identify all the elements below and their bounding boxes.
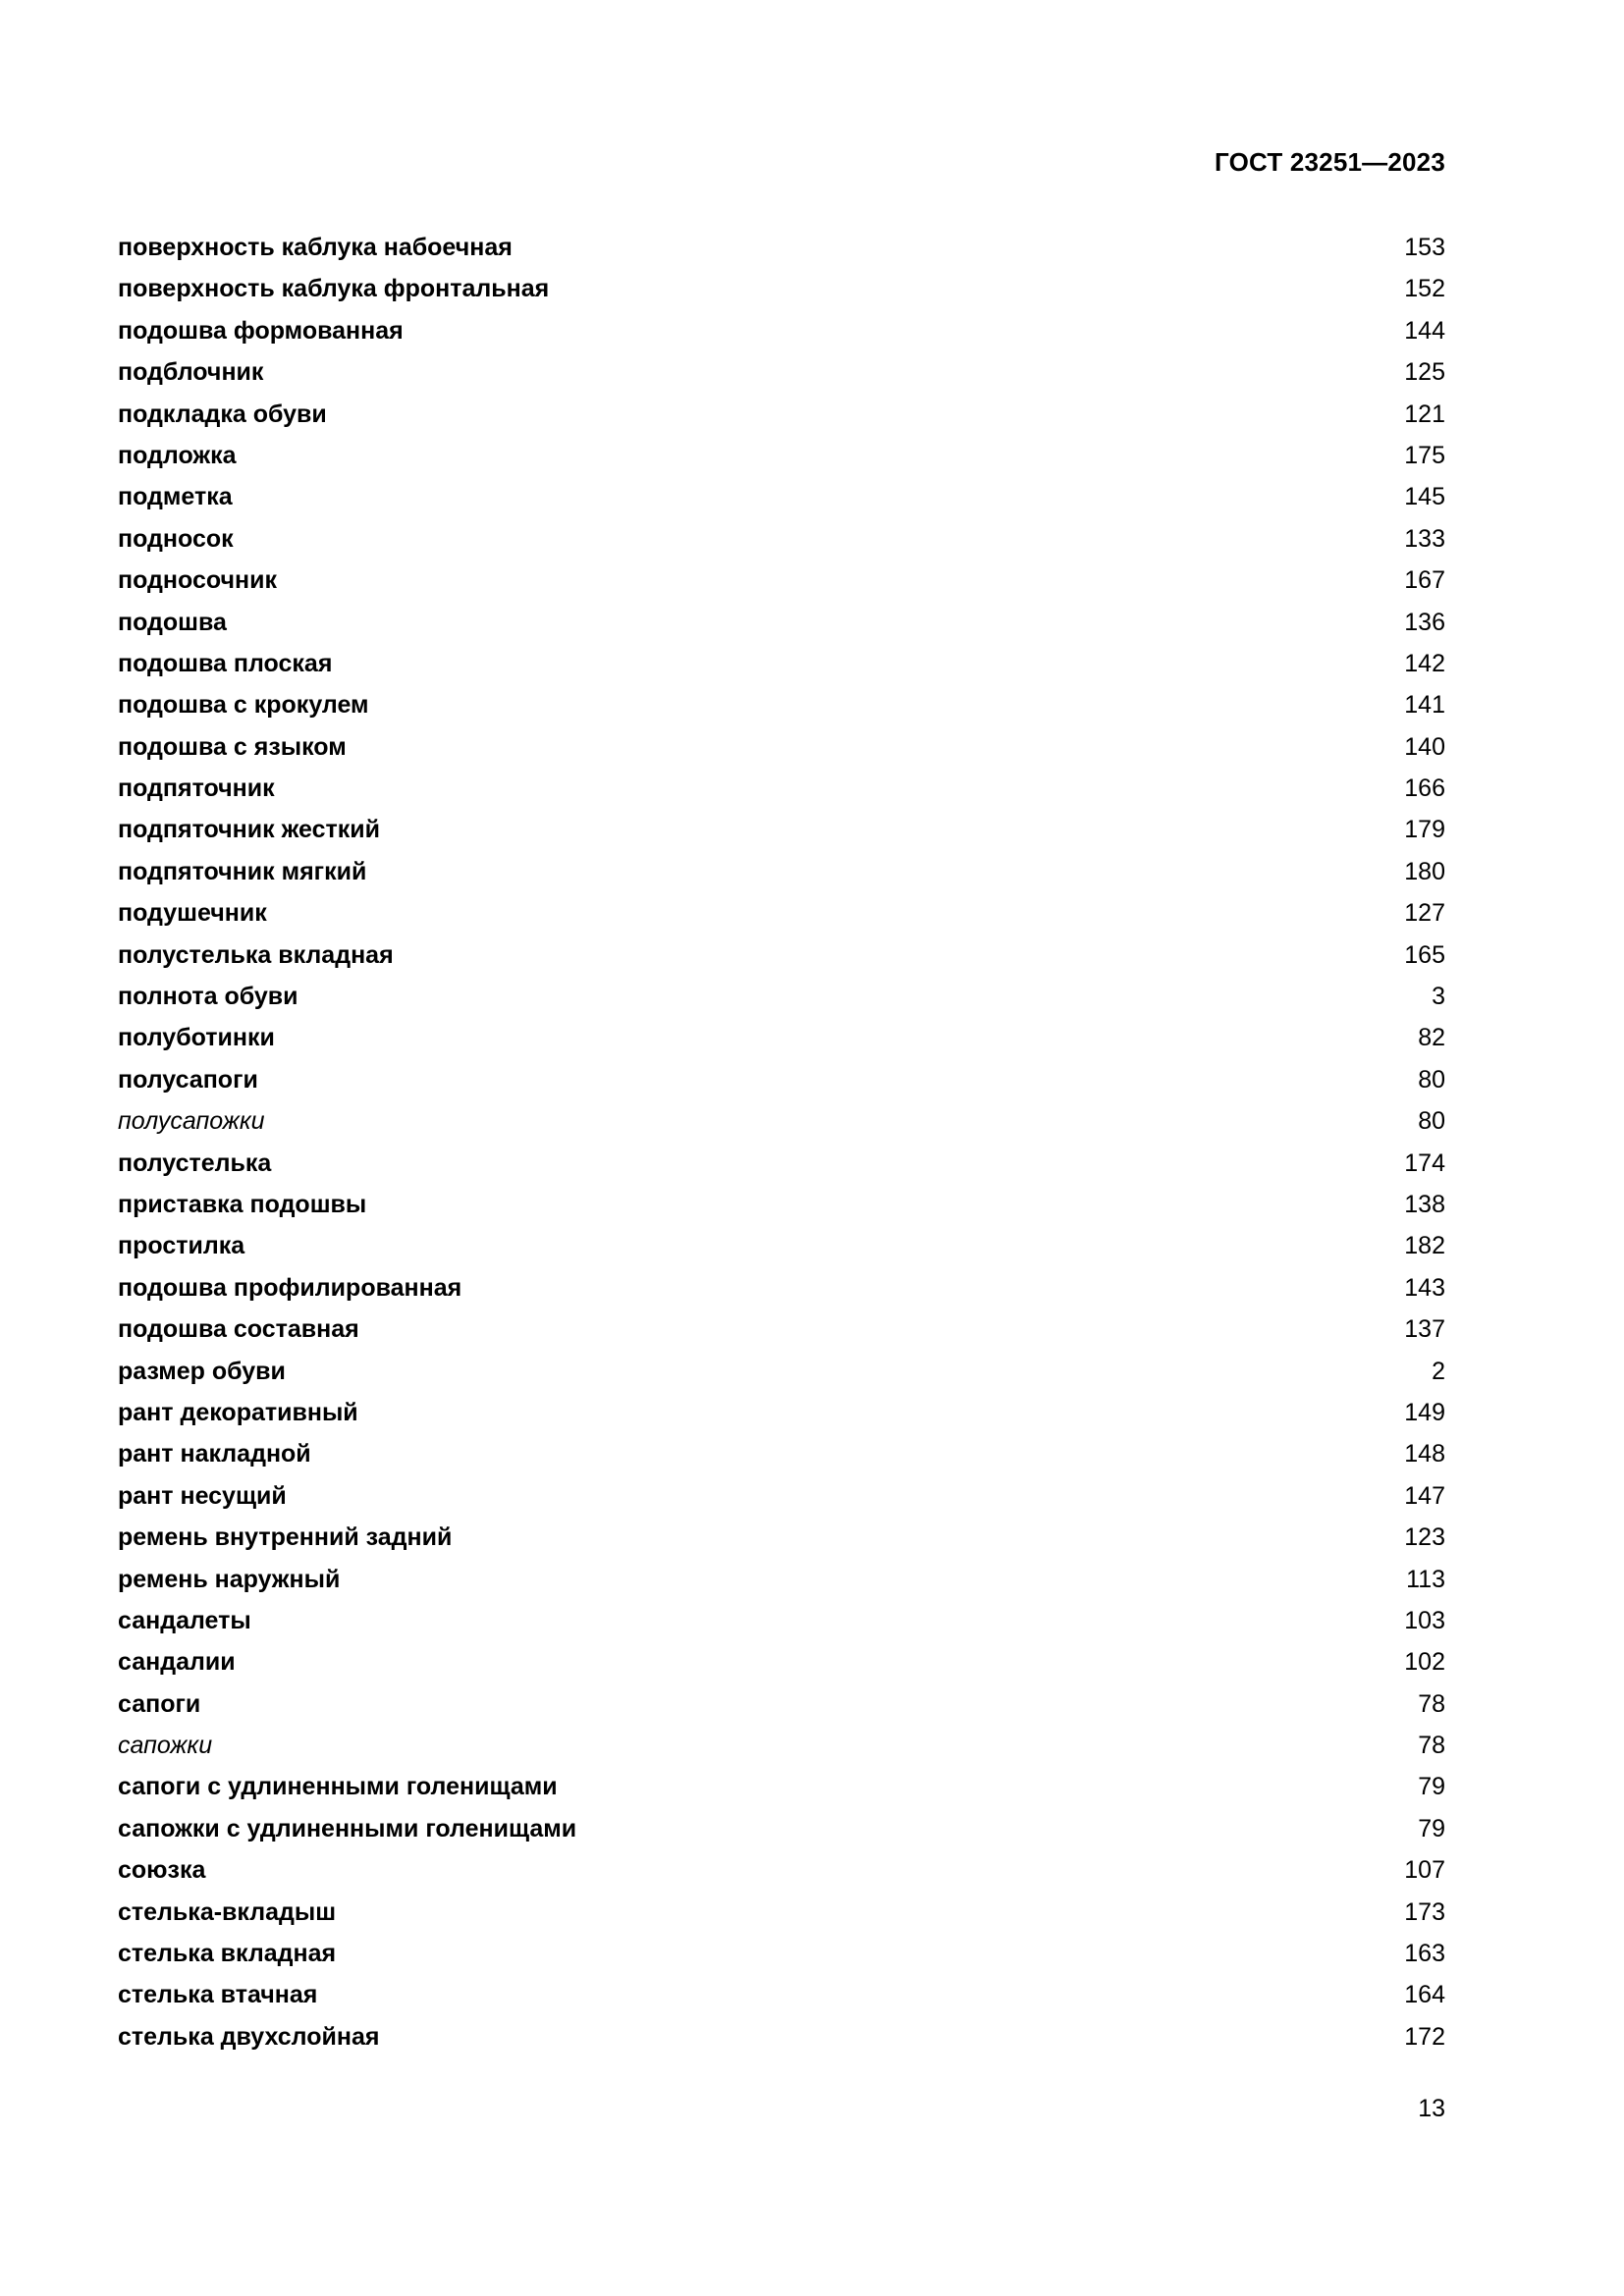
index-article-number: 82 <box>1418 1024 1445 1052</box>
index-article-number: 141 <box>1404 691 1445 720</box>
term-index-list <box>118 234 1445 2064</box>
index-term: поверхность каблука набоечная <box>118 234 513 261</box>
index-entry <box>118 1232 1445 1273</box>
index-term: рант несущий <box>118 1481 287 1510</box>
index-entry <box>118 650 1445 691</box>
index-entry <box>118 234 1445 275</box>
index-term: подошва с крокулем <box>118 691 369 720</box>
index-article-number: 127 <box>1404 899 1445 928</box>
index-article-number: 113 <box>1406 1565 1445 1593</box>
index-entry <box>118 317 1445 358</box>
index-article-number: 153 <box>1404 234 1445 261</box>
index-term: полустелька вкладная <box>118 940 394 969</box>
index-term: ремень внутренний задний <box>118 1523 453 1552</box>
index-term: рант декоративный <box>118 1398 358 1426</box>
index-article-number: 121 <box>1404 400 1445 428</box>
index-term: стелька вкладная <box>118 1940 337 1968</box>
document-code-header: ГОСТ 23251—2023 <box>1215 147 1445 177</box>
index-entry <box>118 899 1445 940</box>
index-term: подносочник <box>118 566 277 595</box>
index-term: полнота обуви <box>118 983 298 1011</box>
index-entry <box>118 1856 1445 1897</box>
index-entry <box>118 483 1445 524</box>
index-entry <box>118 1024 1445 1065</box>
index-term: стелька втачная <box>118 1981 318 2009</box>
index-article-number: 102 <box>1404 1648 1445 1677</box>
index-article-number: 145 <box>1404 483 1445 511</box>
index-term: полусапоги <box>118 1065 258 1094</box>
index-entry <box>118 816 1445 857</box>
index-term: сандалии <box>118 1648 236 1677</box>
index-article-number: 3 <box>1432 983 1445 1011</box>
index-entry <box>118 774 1445 816</box>
index-article-number: 164 <box>1404 1981 1445 2009</box>
index-article-number: 107 <box>1404 1856 1445 1885</box>
index-article-number: 144 <box>1404 316 1445 345</box>
index-term: подносок <box>118 524 234 553</box>
index-entry <box>118 1107 1445 1148</box>
index-entry <box>118 1607 1445 1648</box>
index-entry <box>118 1149 1445 1191</box>
index-article-number: 147 <box>1404 1481 1445 1510</box>
index-term: подпяточник мягкий <box>118 857 367 885</box>
index-entry <box>118 525 1445 566</box>
index-term: подошва формованная <box>118 316 404 345</box>
index-entry <box>118 1648 1445 1689</box>
index-article-number: 167 <box>1404 566 1445 595</box>
index-entry <box>118 858 1445 899</box>
index-entry <box>118 1482 1445 1523</box>
index-article-number: 103 <box>1404 1606 1445 1634</box>
index-term: полуботинки <box>118 1024 275 1052</box>
index-term: размер обуви <box>118 1357 286 1385</box>
index-entry <box>118 1940 1445 1981</box>
index-article-number: 142 <box>1404 649 1445 677</box>
index-entry <box>118 1566 1445 1607</box>
index-term: подошва составная <box>118 1315 359 1344</box>
index-term: сапоги с удлиненными голенищами <box>118 1773 558 1801</box>
index-article-number: 125 <box>1404 358 1445 387</box>
index-term: стелька-вкладыш <box>118 1897 337 1926</box>
index-entry <box>118 1773 1445 1814</box>
index-article-number: 136 <box>1404 608 1445 636</box>
index-term: поверхность каблука фронтальная <box>118 275 550 303</box>
index-entry <box>118 1440 1445 1481</box>
index-term: ремень наружный <box>118 1565 341 1593</box>
index-term: подблочник <box>118 358 264 387</box>
index-term: подошва <box>118 608 227 636</box>
index-term: сапоги <box>118 1689 201 1718</box>
index-term: сапожки <box>118 1732 213 1760</box>
index-entry <box>118 1358 1445 1399</box>
index-entry <box>118 358 1445 400</box>
index-entry <box>118 733 1445 774</box>
index-article-number: 78 <box>1418 1689 1445 1718</box>
index-article-number: 133 <box>1404 524 1445 553</box>
index-article-number: 143 <box>1404 1273 1445 1302</box>
index-entry <box>118 1399 1445 1440</box>
index-entry <box>118 1274 1445 1315</box>
index-entry <box>118 609 1445 650</box>
index-entry <box>118 1315 1445 1357</box>
index-entry <box>118 983 1445 1024</box>
index-article-number: 174 <box>1404 1148 1445 1177</box>
index-entry <box>118 1898 1445 1940</box>
index-term: подошва плоская <box>118 649 333 677</box>
index-article-number: 179 <box>1404 816 1445 844</box>
index-article-number: 79 <box>1418 1773 1445 1801</box>
index-article-number: 175 <box>1404 441 1445 469</box>
page-number: 13 <box>1418 2095 1445 2122</box>
index-article-number: 163 <box>1404 1940 1445 1968</box>
index-article-number: 172 <box>1404 2022 1445 2051</box>
index-term: сандалеты <box>118 1606 251 1634</box>
index-term: подметка <box>118 483 233 511</box>
index-entry <box>118 2023 1445 2064</box>
index-term: союзка <box>118 1856 206 1885</box>
index-entry <box>118 442 1445 483</box>
index-article-number: 138 <box>1404 1190 1445 1218</box>
index-entry <box>118 1815 1445 1856</box>
index-article-number: 2 <box>1432 1357 1445 1385</box>
index-article-number: 173 <box>1404 1897 1445 1926</box>
index-term: подушечник <box>118 899 267 928</box>
index-term: стелька двухслойная <box>118 2022 380 2051</box>
index-article-number: 78 <box>1418 1732 1445 1760</box>
index-article-number: 166 <box>1404 774 1445 803</box>
index-article-number: 80 <box>1418 1065 1445 1094</box>
index-article-number: 180 <box>1404 857 1445 885</box>
index-entry <box>118 1981 1445 2022</box>
index-entry <box>118 1191 1445 1232</box>
index-article-number: 152 <box>1404 275 1445 303</box>
index-article-number: 137 <box>1404 1315 1445 1344</box>
index-term: подошва профилированная <box>118 1273 462 1302</box>
index-entry <box>118 1066 1445 1107</box>
index-term: приставка подошвы <box>118 1190 367 1218</box>
index-article-number: 149 <box>1404 1398 1445 1426</box>
index-article-number: 140 <box>1404 732 1445 761</box>
index-term: подпяточник жесткий <box>118 816 380 844</box>
index-term: полустелька <box>118 1148 272 1177</box>
index-term: подпяточник <box>118 774 275 803</box>
index-entry <box>118 566 1445 608</box>
index-entry <box>118 1732 1445 1773</box>
index-term: подложка <box>118 441 237 469</box>
index-term: полусапожки <box>118 1107 265 1136</box>
index-article-number: 148 <box>1404 1440 1445 1468</box>
index-entry <box>118 400 1445 442</box>
index-article-number: 182 <box>1404 1232 1445 1260</box>
index-term: подкладка обуви <box>118 400 327 428</box>
index-article-number: 79 <box>1418 1814 1445 1842</box>
index-term: рант накладной <box>118 1440 311 1468</box>
index-term: простилка <box>118 1232 245 1260</box>
index-article-number: 80 <box>1418 1107 1445 1136</box>
index-article-number: 123 <box>1404 1523 1445 1552</box>
index-article-number: 165 <box>1404 940 1445 969</box>
index-entry <box>118 691 1445 732</box>
index-entry <box>118 1690 1445 1732</box>
index-entry <box>118 941 1445 983</box>
index-term: сапожки с удлиненными голенищами <box>118 1814 577 1842</box>
index-term: подошва с языком <box>118 732 347 761</box>
index-entry <box>118 1523 1445 1565</box>
index-entry <box>118 275 1445 316</box>
